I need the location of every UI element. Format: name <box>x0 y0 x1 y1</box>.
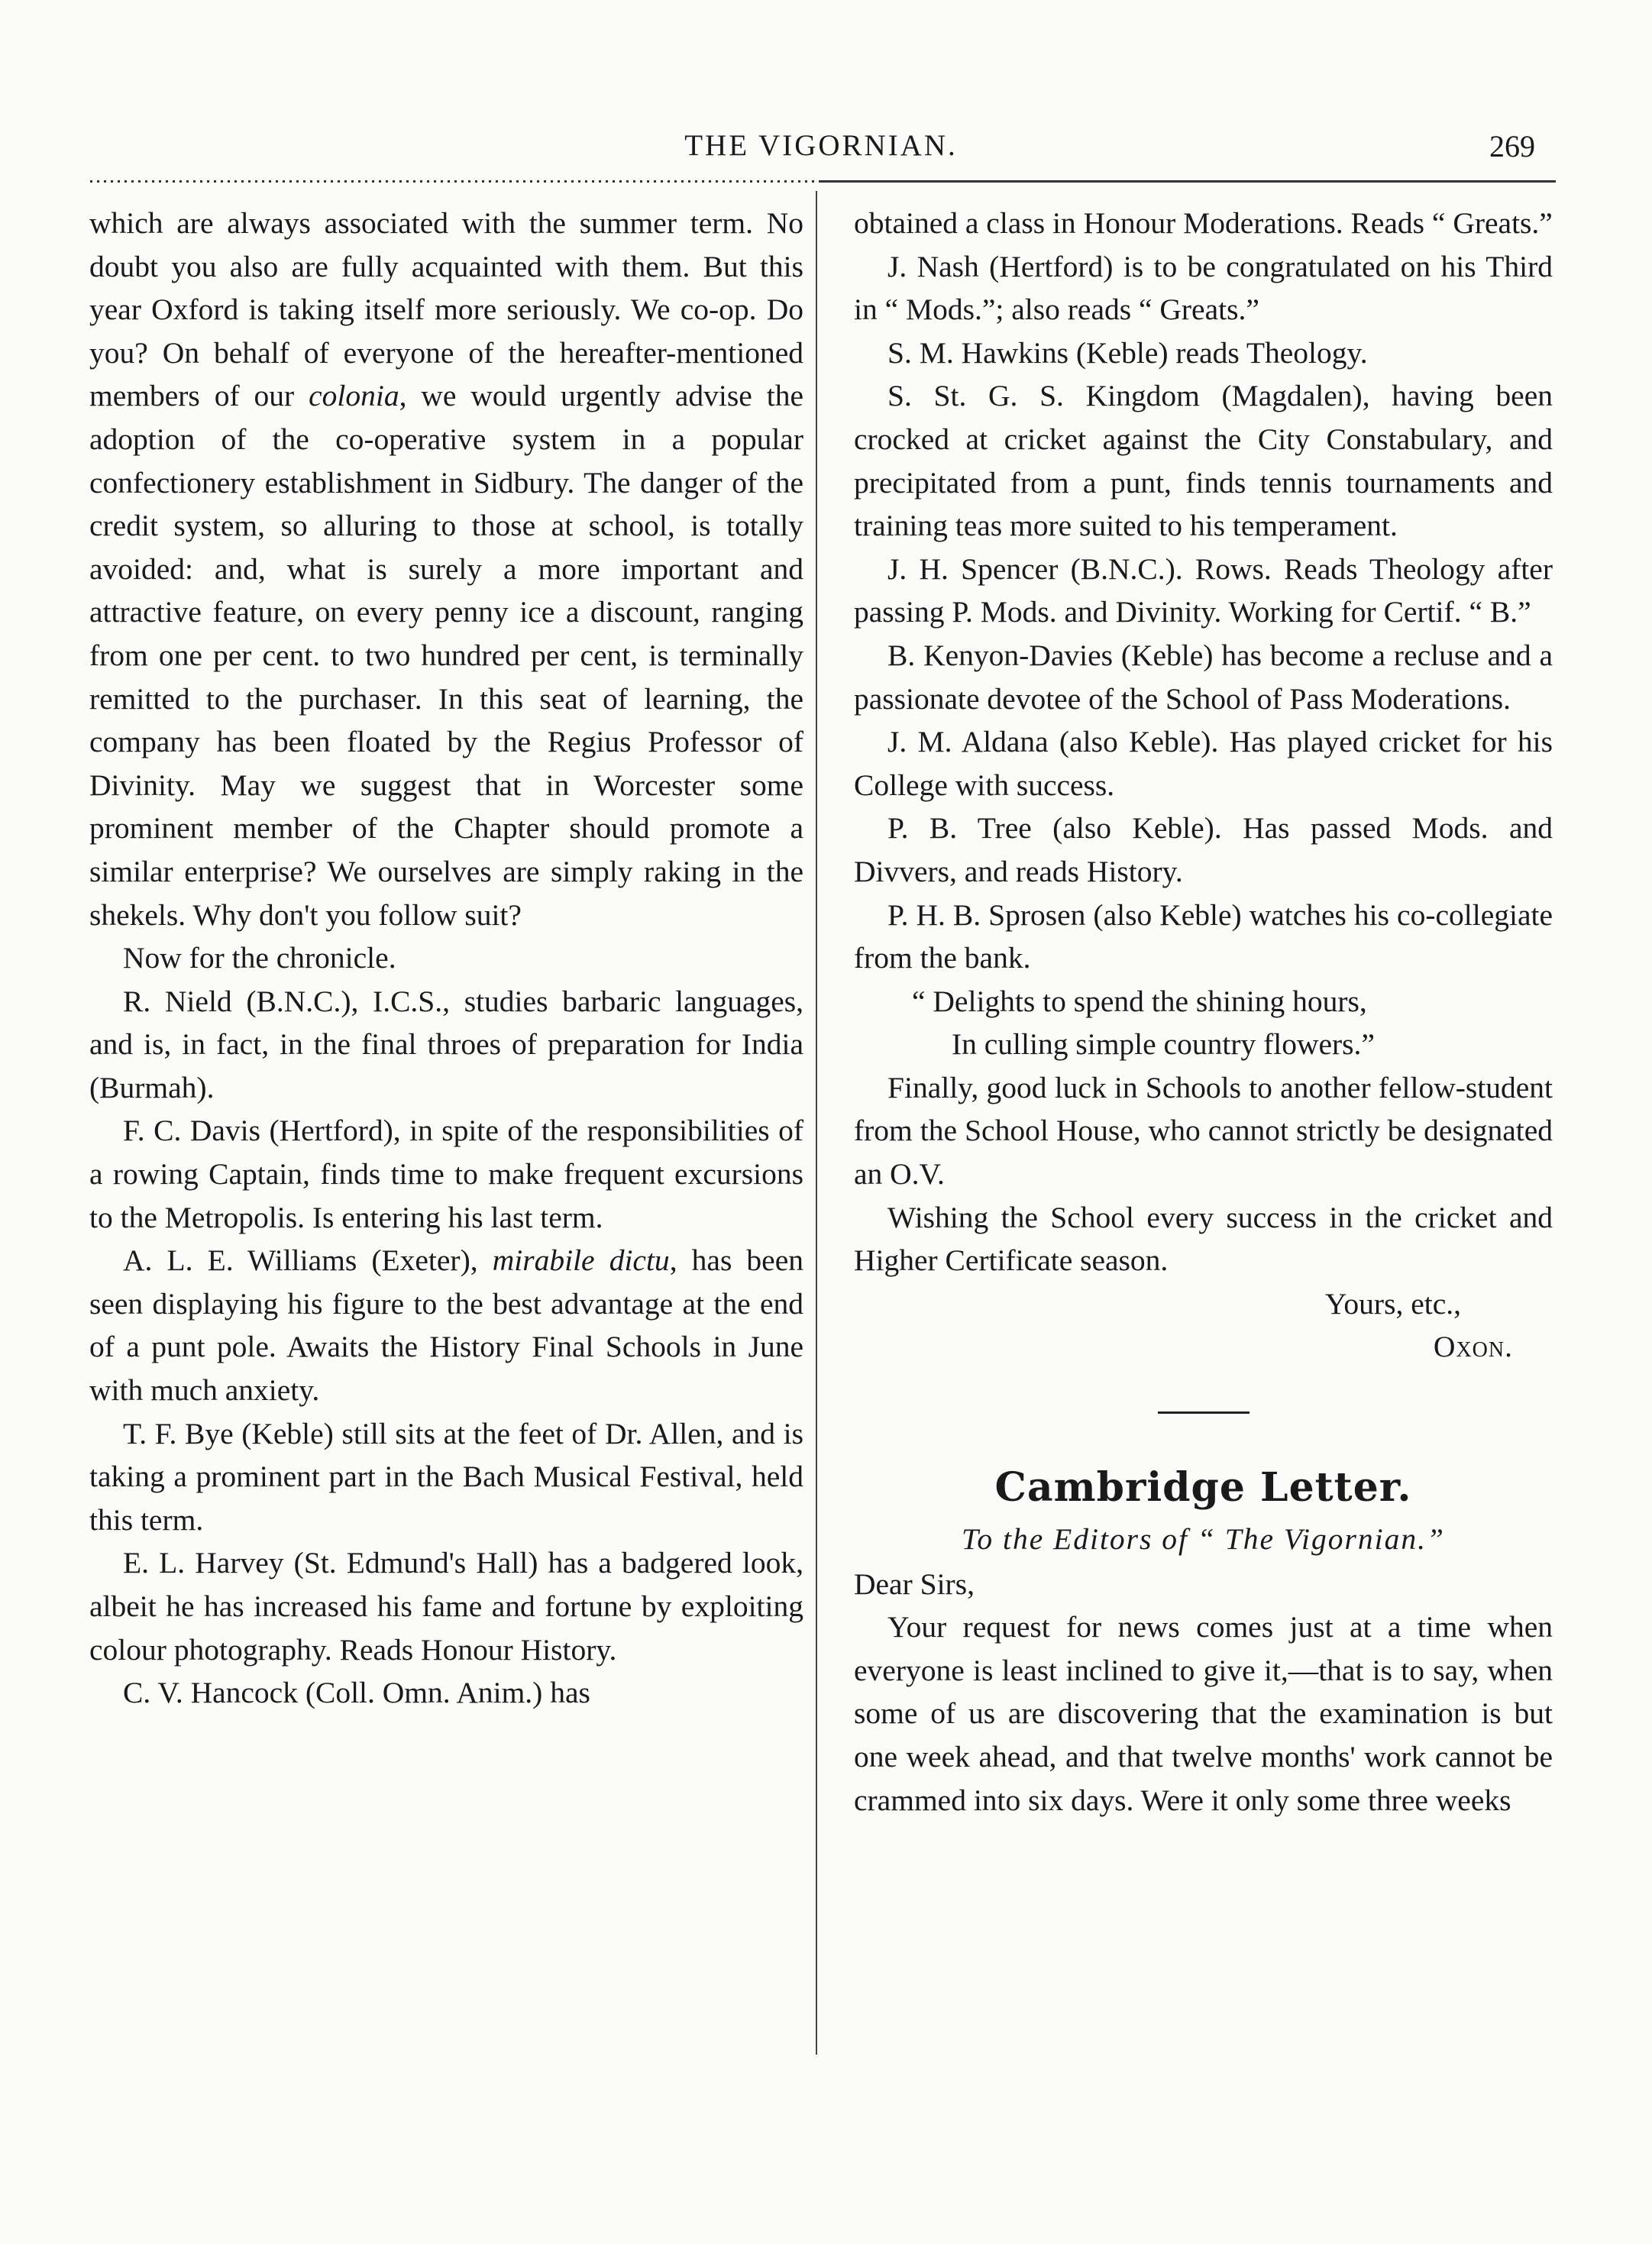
page-number: 269 <box>1489 129 1535 163</box>
signature: Oxon. <box>1433 1330 1513 1364</box>
paragraph: J. Nash (Hertford) is to be congratulated on his Third in “ Mods.”; also reads “ Greats.” <box>854 249 1553 327</box>
text-run: which are always associated with the summer term. No doubt you also are fully acquainted with them. But this year Oxford is taking itself more seriously. We co-op. Do you? On behalf of everyone of the hereafter-mentioned members of our <box>89 206 803 413</box>
section-title: Cambridge Letter. <box>994 1464 1412 1512</box>
page-header <box>84 128 1558 174</box>
section-divider <box>1158 1411 1250 1414</box>
verse-line: In culling simple country flowers.” <box>952 1027 1375 1062</box>
text-run: A. L. E. Williams (Exeter), <box>123 1243 493 1278</box>
paragraph: P. B. Tree (also Keble). Has passed Mods. and Divvers, and reads History. <box>854 811 1553 888</box>
verse-line: “ Delights to spend the shining hours, <box>912 984 1367 1018</box>
paragraph: P. H. B. Sprosen (also Keble) watches his co-collegiate from the bank. <box>854 897 1553 975</box>
paragraph: Now for the chronicle. <box>123 941 396 975</box>
paragraph: S. M. Hawkins (Keble) reads Theology. <box>887 335 1368 370</box>
left-column <box>89 202 803 1715</box>
paragraph: R. Nield (B.N.C.), I.C.S., studies barbaric languages, and is, in fact, in the final throes of preparation for India (Burmah). <box>89 984 803 1104</box>
paragraph: F. C. Davis (Hertford), in spite of the responsibilities of a rowing Captain, finds time to make frequent excursions to the Metropolis. Is entering his last term. <box>89 1114 803 1234</box>
signoff: Yours, etc., <box>1324 1286 1461 1321</box>
text-run: , we would urgently advise the adoption of the co-operative system in a popular confectionery establishment in Sidbury. The danger of the credit system, so alluring to those at school, is totally avoided: and, what is surely a more important and attractive feature, on every penny ice a discount, ranging from one per cent. to two hundred per cent, is terminally remitted to the purchaser. In this seat of learning, the company has been floated by the Regius Professor of Divinity. May we suggest that in Worcester some prominent member of the Chapter should promote a similar enterprise? We ourselves are simply raking in the shekels. Why don't you follow suit? <box>89 379 803 932</box>
paragraph: obtained a class in Honour Moderations. Reads “ Greats.” <box>854 206 1553 240</box>
paragraph: B. Kenyon-Davies (Keble) has become a recluse and a passionate devotee of the School of Pass Moderations. <box>854 638 1553 716</box>
italic-phrase: mirabile dictu <box>492 1243 670 1278</box>
verse-quote <box>854 980 1553 1066</box>
section-subtitle: To the Editors of “ The Vigornian.” <box>962 1522 1445 1557</box>
paragraph: J. M. Aldana (also Keble). Has played cricket for his College with success. <box>854 725 1553 802</box>
text-run: , has been seen displaying his figure to the best advantage at the end of a punt pole. Awaits the History Final Schools in June with much anxiety. <box>89 1243 803 1408</box>
paragraph: J. H. Spencer (B.N.C.). Rows. Reads Theology after passing P. Mods. and Divinity. Working for Certif. “ B.” <box>854 551 1553 629</box>
paragraph: Wishing the School every success in the cricket and Higher Certificate season. <box>854 1200 1553 1278</box>
column-divider <box>816 191 817 2055</box>
header-rule <box>86 180 1556 183</box>
salutation: Dear Sirs, <box>854 1567 975 1601</box>
italic-word: colonia <box>309 379 399 413</box>
paragraph <box>89 1239 803 1411</box>
running-title: THE VIGORNIAN. <box>684 129 958 162</box>
paragraph: E. L. Harvey (St. Edmund's Hall) has a badgered look, albeit he has increased his fame and fortune by exploiting colour photography. Reads Honour History. <box>89 1546 803 1667</box>
paragraph: C. V. Hancock (Coll. Omn. Anim.) has <box>123 1676 590 1710</box>
right-column <box>854 202 1553 1822</box>
paragraph: Finally, good luck in Schools to another fellow-student from the School House, who cannot strictly be designated an O.V. <box>854 1070 1553 1192</box>
paragraph: Your request for news comes just at a time when everyone is least inclined to give it,—that is to say, when some of us are discovering that the examination is but one week ahead, and that twelve months' work cannot be crammed into six days. Were it only some three weeks <box>854 1610 1553 1817</box>
paragraph: T. F. Bye (Keble) still sits at the feet of Dr. Allen, and is taking a prominent part in the Bach Musical Festival, held this term. <box>89 1416 803 1537</box>
paragraph: S. St. G. S. Kingdom (Magdalen), having been crocked at cricket against the City Constabulary, and precipitated from a punt, finds tennis tournaments and training teas more suited to his temperament. <box>854 379 1553 543</box>
paragraph <box>89 202 803 936</box>
